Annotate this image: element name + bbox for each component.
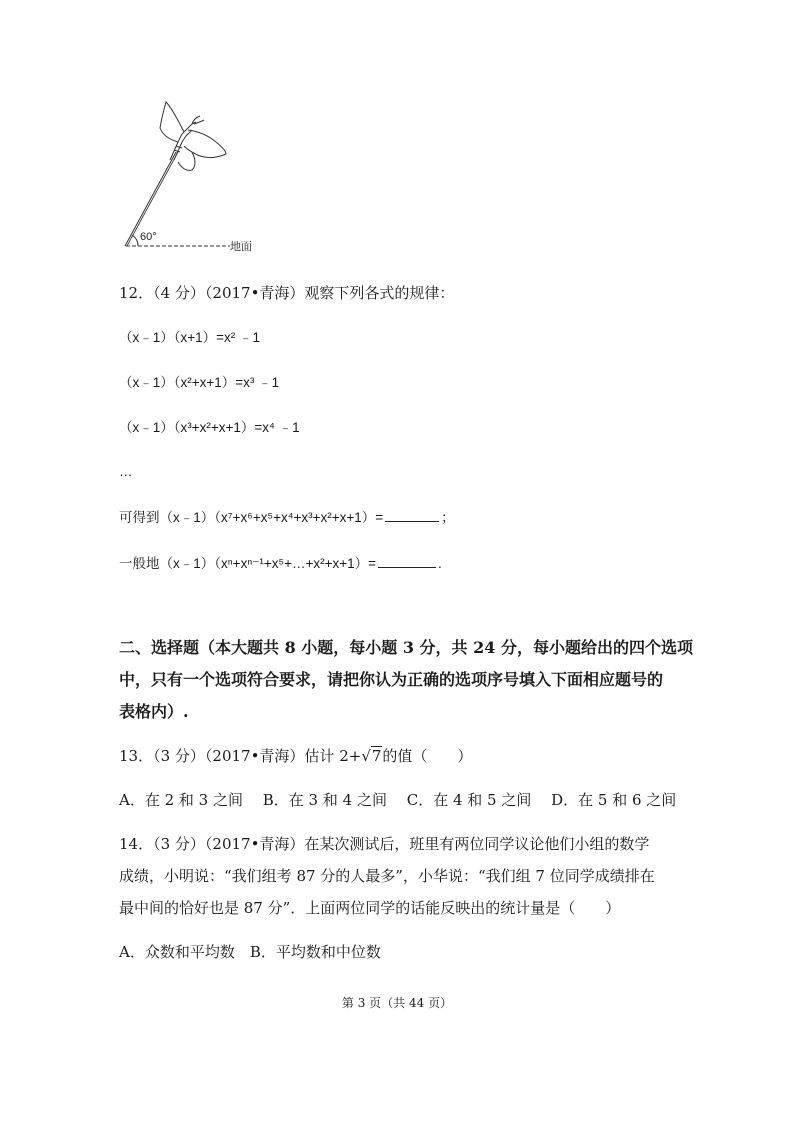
q13-options: A．在 2 和 3 之间 B．在 3 和 4 之间 C．在 4 和 5 之间 D．在 5 和 6 之间 xyxy=(119,791,677,809)
sqrt-symbol: √7 xyxy=(361,747,382,765)
q13-stem xyxy=(119,746,472,766)
q12-prompt2-suffix: . xyxy=(438,556,442,571)
q12-line3: （x﹣1）（x³+x²+x+1）=x⁴ ﹣1 xyxy=(119,420,300,435)
answer-blank-2[interactable] xyxy=(378,553,436,568)
q13-stem-suffix: 的值（ ） xyxy=(382,747,473,765)
q12-prompt1-suffix: ； xyxy=(441,510,455,525)
q13-stem-prefix: 13．（3 分）（2017•青海）估计 2+ xyxy=(119,747,362,765)
section2-line1: 二、选择题（本大题共 8 小题，每小题 3 分，共 24 分，每小题给出的四个选项 xyxy=(119,638,693,657)
ground-label: 地面 xyxy=(230,241,252,253)
angle-arc xyxy=(132,235,138,246)
kite-figure xyxy=(112,98,312,258)
q13-radicand: 7 xyxy=(371,747,382,765)
answer-blank-1[interactable] xyxy=(385,507,439,522)
q14-line3: 最中间的恰好也是 87 分”．上面两位同学的话能反映出的统计量是（ ） xyxy=(119,899,621,917)
q12-prompt2 xyxy=(119,553,442,574)
q14-line2: 成绩，小明说：“我们组考 87 分的人最多”，小华说：“我们组 7 位同学成绩排在 xyxy=(119,867,655,885)
butterfly-kite-icon xyxy=(160,102,226,170)
section2-line3: 表格内）. xyxy=(119,702,189,721)
q12-prompt1-text: 可得到（x﹣1）（x⁷+x⁶+x⁵+x⁴+x³+x²+x+1）= xyxy=(119,510,384,525)
q12-line2: （x﹣1）（x²+x+1）=x³ ﹣1 xyxy=(119,375,280,390)
angle-label: 60° xyxy=(140,231,157,243)
q14-line1: 14．（3 分）（2017•青海）在某次测试后，班里有两位同学议论他们小组的数学 xyxy=(119,835,650,853)
q12-prompt1 xyxy=(119,507,455,528)
q14-options: A．众数和平均数 B．平均数和中位数 xyxy=(119,943,381,961)
q12-ellipsis: … xyxy=(119,464,133,479)
q12-line1: （x﹣1）（x+1）=x² ﹣1 xyxy=(119,330,261,345)
page-footer: 第 3 页（共 44 页） xyxy=(341,996,453,1010)
q12-header: 12．（4 分）（2017•青海）观察下列各式的规律： xyxy=(119,284,455,302)
section2-line2: 中，只有一个选项符合要求，请把你认为正确的选项序号填入下面相应题号的 xyxy=(119,670,664,689)
q12-prompt2-text: 一般地（x﹣1）（xⁿ+xⁿ⁻¹+x⁵+…+x²+x+1）= xyxy=(119,556,377,571)
